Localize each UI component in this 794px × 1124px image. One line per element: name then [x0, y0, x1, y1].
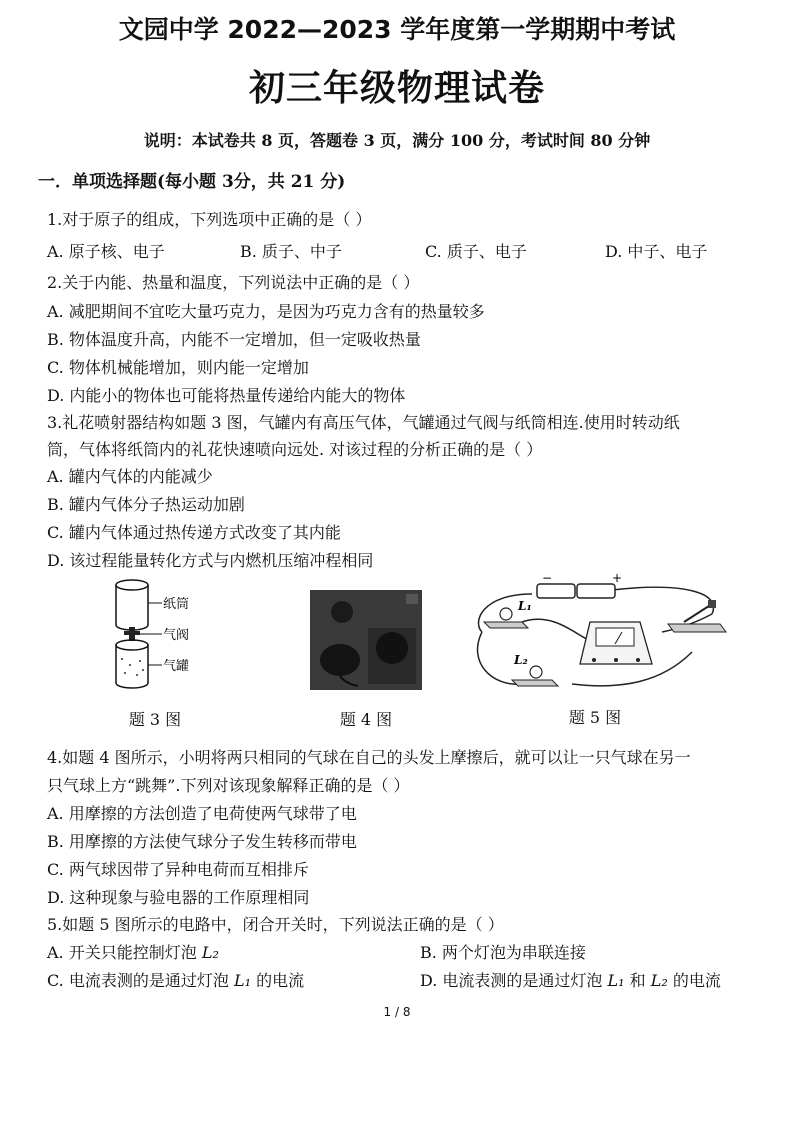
q3-stem-line2: 筒，气体将纸筒内的礼花快速喷向远处. 对该过程的分析正确的是（ ） [47, 440, 543, 459]
q2-option-d: D. 内能小的物体也可能将热量传递给内能大的物体 [47, 386, 406, 405]
q4-stem-line1: 4.如题 4 图所示，小明将两只相同的气球在自己的头发上摩擦后，就可以让一只气球在另一 [47, 748, 691, 767]
figure-3-caption: 题 3 图 [128, 710, 182, 729]
q4-stem-line2: 只气球上方“跳舞”.下列对该现象解释正确的是（ ） [47, 776, 410, 795]
fig3-label-tube: 纸筒 [163, 597, 190, 612]
q3-stem-line1: 3.礼花喷射器结构如题 3 图，气罐内有高压气体，气罐通过气阀与纸筒相连.使用时转动纸 [47, 413, 680, 432]
q4-option-b: B. 用摩擦的方法使气球分子发生转移而带电 [47, 832, 357, 851]
section-heading: 一．单项选择题(每小题 3分，共 21 分) [38, 172, 346, 192]
q1-option-a: A. 原子核、电子 [47, 242, 165, 261]
fig5-label-l2: L₂ [514, 653, 528, 667]
q3-option-c: C. 罐内气体通过热传递方式改变了其内能 [47, 523, 341, 542]
page-number: 1 / 8 [383, 1005, 411, 1019]
q1-option-d: D. 中子、电子 [605, 242, 708, 261]
exam-note: 说明：本试卷共 8 页，答题卷 3 页，满分 100 分，考试时间 80 分钟 [143, 131, 651, 150]
q3-option-a: A. 罐内气体的内能减少 [47, 467, 213, 486]
q5-option-a: A. 开关只能控制灯泡 L₂ [47, 943, 219, 962]
q1-option-b: B. 质子、中子 [240, 242, 342, 261]
paper-title: 初三年级物理试卷 [248, 68, 545, 109]
q2-option-a: A. 减肥期间不宜吃大量巧克力，是因为巧克力含有的热量较多 [47, 302, 485, 321]
q1-stem: 1.对于原子的组成，下列选项中正确的是（ ） [47, 210, 372, 229]
school-title: 文园中学 2022—2023 学年度第一学期期中考试 [118, 15, 676, 44]
q5-stem: 5.如题 5 图所示的电路中，闭合开关时，下列说法正确的是（ ） [47, 915, 504, 934]
q2-option-c: C. 物体机械能增加，则内能一定增加 [47, 358, 309, 377]
q2-stem: 2.关于内能、热量和温度，下列说法中正确的是（ ） [47, 273, 420, 292]
figure-3-confetti-launcher [100, 575, 220, 695]
q4-option-c: C. 两气球因带了异种电荷而互相排斥 [47, 860, 309, 879]
fig5-plus: + [612, 572, 623, 585]
figure-4-balloons-photo [310, 590, 422, 690]
q2-option-b: B. 物体温度升高，内能不一定增加，但一定吸收热量 [47, 330, 421, 349]
q5-option-d: D. 电流表测的是通过灯泡 L₁ 和 L₂ 的电流 [420, 971, 721, 990]
fig3-label-valve: 气阀 [163, 628, 190, 643]
q5-option-b: B. 两个灯泡为串联连接 [420, 943, 586, 962]
q5-option-c: C. 电流表测的是通过灯泡 L₁ 的电流 [47, 971, 305, 990]
q1-option-c: C. 质子、电子 [425, 242, 527, 261]
q4-option-d: D. 这种现象与验电器的工作原理相同 [47, 888, 310, 907]
figure-5-caption: 题 5 图 [568, 708, 622, 727]
q4-option-a: A. 用摩擦的方法创造了电荷使两气球带了电 [47, 804, 357, 823]
figure-4-caption: 题 4 图 [339, 710, 393, 729]
q3-option-d: D. 该过程能量转化方式与内燃机压缩冲程相同 [47, 551, 374, 570]
figure-5-circuit [462, 572, 752, 697]
fig5-minus: − [542, 572, 553, 585]
fig3-label-tank: 气罐 [163, 659, 190, 674]
fig5-label-l1: L₁ [518, 599, 532, 613]
q3-option-b: B. 罐内气体分子热运动加剧 [47, 495, 245, 514]
